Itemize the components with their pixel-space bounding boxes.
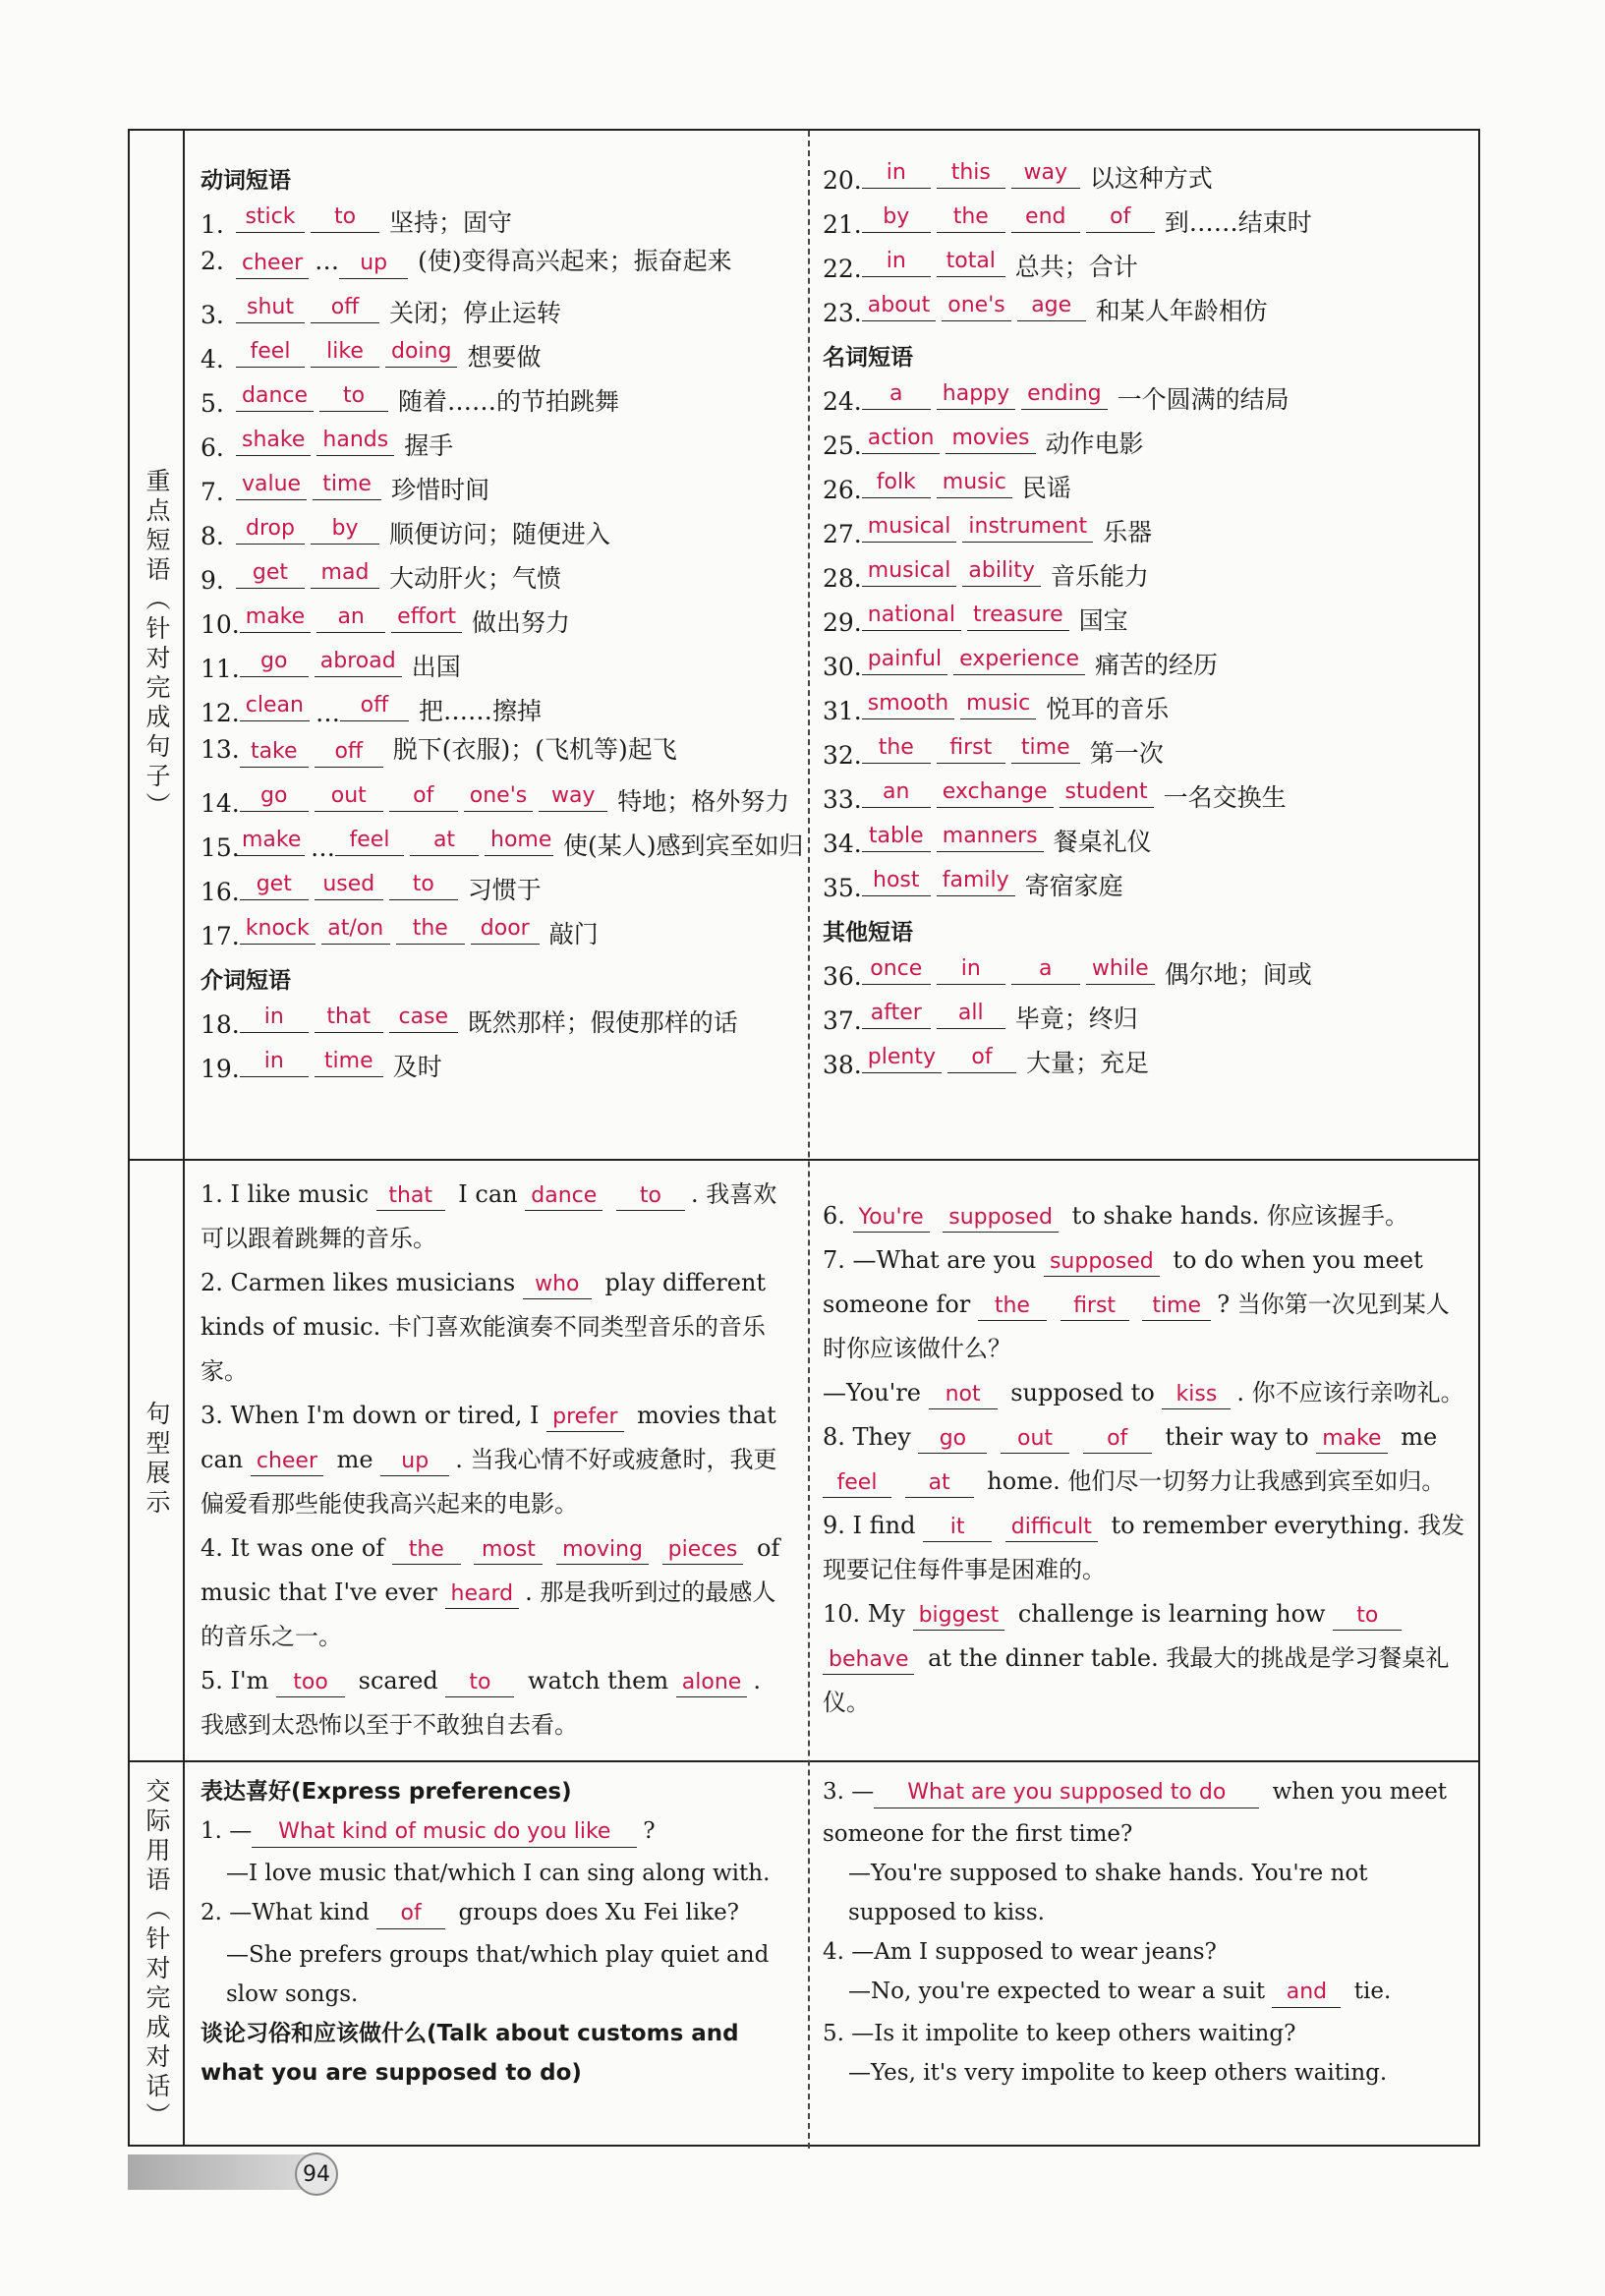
translation: 民谣: [1021, 474, 1071, 502]
answer-blank: dance: [525, 1182, 602, 1211]
answer-blank: table: [862, 822, 931, 852]
translation: 偶尔地；间或: [1164, 960, 1312, 989]
answer-blank: once: [862, 954, 931, 985]
answer-blank: time: [1011, 733, 1080, 764]
ellipsis: …: [315, 699, 340, 727]
answer-blank: clean: [240, 691, 310, 721]
dialog-3: 3. — What are you supposed to do when you meet someone for the first time?: [823, 1779, 1448, 1847]
translation: 握手: [404, 431, 454, 460]
item-number: 37.: [823, 1006, 862, 1035]
translation: 一个圆满的结局: [1117, 385, 1290, 414]
heading-express-preferences: 表达喜好(Express preferences): [201, 1779, 572, 1805]
translation: 乐器: [1103, 518, 1153, 546]
answer-blank: value: [236, 470, 307, 500]
section-label-sentences: [130, 1159, 183, 1760]
answer-blank: an: [862, 777, 931, 808]
translation: 动作电影: [1045, 430, 1144, 458]
phrase-item: [823, 725, 1471, 770]
item-number: 31.: [823, 697, 862, 725]
translation: 以这种方式: [1089, 164, 1213, 193]
answer-blank: in: [862, 158, 931, 189]
phrase-item: [823, 548, 1471, 593]
section-label-text: 句型展示: [143, 1401, 171, 1519]
item-number: 9.: [201, 566, 224, 595]
answer-blank: movies: [946, 424, 1035, 454]
answer-blank: the: [396, 914, 465, 945]
answer-blank: an: [316, 603, 385, 633]
answer-blank: experience: [953, 645, 1085, 675]
answer-blank: music: [937, 468, 1012, 498]
heading-verb-phrases: 动词短语: [201, 168, 291, 194]
dialog-line: —Yes, it's very impolite to keep others waiting.: [848, 2060, 1388, 2086]
item-number: 6.: [201, 433, 224, 462]
answer-blank: by: [862, 202, 931, 233]
translation: 和某人年龄相仿: [1095, 297, 1268, 325]
item-number: 35.: [823, 874, 862, 902]
translation: 出国: [411, 653, 461, 681]
answer-blank: used: [315, 870, 383, 900]
answer-blank: off: [315, 737, 383, 768]
answer-blank: kiss: [1162, 1381, 1231, 1409]
dialog-4: 4. —Am I supposed to wear jeans?: [823, 1939, 1217, 1965]
item-number: 26.: [823, 476, 862, 504]
translation: 随着……的节拍跳舞: [398, 387, 620, 416]
answer-blank: first: [937, 733, 1005, 764]
column-divider: [808, 131, 810, 2149]
phrase-item: [823, 283, 1471, 327]
answer-blank: exchange: [937, 777, 1054, 808]
answer-blank: family: [937, 866, 1015, 896]
phrase-item: [201, 285, 800, 329]
phrase-item: [201, 239, 800, 285]
phrase-item: [201, 418, 800, 462]
item-number: 22.: [823, 255, 862, 283]
translation: 第一次: [1089, 739, 1164, 768]
translation: 一名交换生: [1163, 783, 1287, 812]
answer-blank: that: [315, 1003, 383, 1033]
answer-blank: You're: [853, 1204, 930, 1233]
answer-blank: end: [1011, 202, 1080, 233]
answer-blank: feel: [823, 1469, 891, 1498]
answer-blank: off: [340, 691, 409, 721]
answer-blank: make: [240, 603, 311, 633]
answer-blank: go: [918, 1425, 987, 1454]
item-number: 2.: [201, 247, 224, 275]
answer-blank: hands: [316, 426, 394, 456]
sentences-left-column: [201, 1173, 790, 1748]
item-number: 14.: [201, 789, 240, 818]
answer-blank: all: [937, 999, 1005, 1029]
translation: 使(某人)感到宾至如归: [563, 832, 804, 860]
phrase-item: [823, 150, 1471, 195]
phrase-item: [201, 195, 800, 239]
sentence-1: 1. I like music that I can dance to . 我喜欢可以跟着跳舞的音乐。: [201, 1180, 777, 1252]
translation: 大量；充足: [1025, 1049, 1149, 1077]
answer-blank: after: [862, 999, 931, 1029]
answer-blank: make: [236, 826, 305, 856]
phrase-item: [201, 683, 800, 727]
item-number: 29.: [823, 608, 862, 637]
translation: 习惯于: [467, 876, 542, 904]
answer-blank: folk: [862, 468, 931, 498]
answer-blank: door: [471, 914, 540, 945]
translation: 寄宿家庭: [1024, 872, 1123, 900]
sentence-10: 10. My biggest challenge is learning how to behave at the dinner table. 我最大的挑战是学习餐桌礼仪。: [823, 1600, 1450, 1716]
answer-blank: time: [313, 470, 381, 500]
answer-blank: cheer: [251, 1448, 323, 1476]
phrase-item: [201, 550, 800, 595]
answer-blank: painful: [862, 645, 947, 675]
answer-blank: to: [445, 1669, 514, 1697]
translation: 及时: [392, 1053, 442, 1081]
answer-blank: smooth: [862, 689, 954, 719]
item-number: 12.: [201, 699, 240, 727]
answer-blank: shake: [236, 426, 311, 456]
translation: 毕竟；终归: [1014, 1004, 1138, 1033]
answer-blank: to: [311, 202, 379, 233]
phrase-item: [201, 595, 800, 639]
answer-blank: drop: [236, 514, 305, 545]
answer-blank: supposed: [943, 1204, 1059, 1233]
answer-blank: way: [539, 781, 607, 812]
translation: 做出努力: [472, 608, 571, 637]
phrase-item: [201, 329, 800, 373]
answer-blank: way: [1011, 158, 1080, 189]
heading-other-phrases: 其他短语: [823, 920, 913, 946]
answer-blank: this: [937, 158, 1005, 189]
answer-blank: alone: [676, 1669, 748, 1697]
answer-blank: the: [978, 1292, 1047, 1321]
phrase-item: [201, 995, 800, 1039]
answer-blank: happy: [937, 379, 1015, 410]
translation: 痛苦的经历: [1095, 651, 1219, 679]
phrase-item: [201, 818, 804, 862]
item-number: 20.: [823, 166, 862, 195]
sentence-7: 7. —What are you supposed to do when you meet someone for the first time ? 当你第一次见到某人时你应该做什么？ —You're not supposed to kiss . 你不应该行亲吻礼。: [823, 1238, 1466, 1415]
answer-blank: get: [240, 870, 309, 900]
answer-blank: plenty: [862, 1043, 942, 1073]
translation: 总共；合计: [1014, 253, 1138, 281]
answer-blank: take: [240, 737, 309, 768]
item-number: 10.: [201, 610, 240, 639]
phrase-item: [823, 947, 1471, 991]
item-number: 8.: [201, 522, 224, 550]
answer-blank: stick: [236, 202, 305, 233]
translation: 特地；格外努力: [617, 787, 790, 816]
phrase-item: [823, 770, 1471, 814]
item-number: 16.: [201, 878, 240, 906]
answer-blank: feel: [236, 337, 305, 368]
ellipsis: …: [311, 833, 335, 862]
answer-blank: to: [389, 870, 458, 900]
item-number: 34.: [823, 830, 862, 858]
answer-blank: at: [410, 826, 479, 856]
answer-blank: by: [311, 514, 379, 545]
item-number: 33.: [823, 785, 862, 814]
section-label-dialog: [130, 1760, 183, 2149]
answer-blank: supposed: [1044, 1248, 1160, 1277]
dialog-left-column: [201, 1772, 795, 2093]
answer-blank: a: [1011, 954, 1080, 985]
phrase-item: [823, 593, 1471, 637]
item-number: 21.: [823, 210, 862, 239]
item-number: 32.: [823, 741, 862, 770]
answer-blank: instrument: [962, 512, 1093, 543]
translation: 敲门: [548, 920, 599, 948]
section-label-phrases: [130, 131, 183, 1159]
item-number: 19.: [201, 1055, 240, 1083]
answer-blank: to: [616, 1182, 685, 1211]
answer-blank: go: [240, 781, 309, 812]
translation: 大动肝火；气愤: [389, 564, 562, 593]
translation: 坚持；固守: [389, 208, 513, 237]
answer-blank: at: [905, 1469, 974, 1498]
answer-blank: of: [376, 1899, 445, 1929]
phrase-item: [201, 506, 800, 550]
sentence-4: 4. It was one of the most moving pieces of music that I've ever heard . 那是我听到过的最感人的音乐之一。: [201, 1534, 780, 1650]
dialog-line: —No, you're expected to wear a suit and tie.: [823, 1972, 1466, 2014]
phrase-item: [201, 727, 800, 774]
answer-blank: What kind of music do you like: [252, 1817, 637, 1848]
item-number: 13.: [201, 735, 240, 764]
sentence-6: 6. You're supposed to shake hands. 你应该握手。: [823, 1194, 1466, 1238]
answer-blank: of: [1083, 1425, 1152, 1454]
phrase-item: [201, 862, 800, 906]
translation: 悦耳的音乐: [1046, 695, 1170, 723]
item-number: 36.: [823, 962, 862, 991]
answer-blank: up: [339, 249, 408, 279]
translation: 把……擦掉: [418, 697, 542, 725]
answer-blank: about: [862, 291, 936, 321]
phrases-right-column: [823, 150, 1471, 1079]
item-number: 4.: [201, 345, 224, 373]
answer-blank: in: [240, 1047, 309, 1077]
item-number: 5.: [201, 389, 224, 418]
translation: 关闭；停止运转: [389, 299, 562, 327]
answer-blank: time: [315, 1047, 383, 1077]
answer-blank: doing: [385, 337, 457, 368]
answer-blank: that: [376, 1182, 445, 1211]
sentence-9: 9. I find it difficult to remember everything. 我发现要记住每件事是困难的。: [823, 1512, 1465, 1583]
answer-blank: the: [862, 733, 931, 764]
translation: 餐桌礼仪: [1053, 828, 1152, 856]
dialog-2: 2. —What kind of groups does Xu Fei like?: [201, 1893, 795, 1935]
ellipsis: …: [315, 247, 340, 275]
answer-blank: age: [1017, 291, 1086, 321]
dialog-line: —You're supposed to shake hands. You're not supposed to kiss.: [848, 1861, 1368, 1925]
dialog-line: —I love music that/which I can sing along with.: [226, 1861, 771, 1886]
answer-blank: home: [485, 826, 553, 856]
sentence-8: 8. They go out of their way to make me feel at home. 他们尽一切努力让我感到宾至如归。: [823, 1415, 1466, 1504]
translation: 音乐能力: [1050, 562, 1149, 591]
phrase-item: [823, 681, 1471, 725]
phrases-left-column: [201, 150, 804, 1083]
sentences-right-column: [823, 1194, 1466, 1725]
answer-blank: in: [862, 247, 931, 277]
answer-blank: action: [862, 424, 941, 454]
translation: 珍惜时间: [391, 476, 490, 504]
translation: 既然那样；假使那样的话: [467, 1008, 738, 1037]
answer-blank: treasure: [967, 601, 1069, 631]
item-number: 3.: [201, 301, 224, 329]
dialog-5: 5. —Is it impolite to keep others waiting?: [823, 2021, 1296, 2046]
phrase-item: [823, 504, 1471, 548]
answer-blank: student: [1060, 777, 1154, 808]
answer-blank: difficult: [1005, 1514, 1098, 1542]
answer-blank: not: [929, 1381, 998, 1409]
answer-blank: knock: [240, 914, 315, 945]
answer-blank: effort: [391, 603, 462, 633]
sentence-5: 5. I'm too scared to watch them alone . 我感到太恐怖以至于不敢独自去看。: [201, 1667, 761, 1739]
answer-blank: What are you supposed to do: [874, 1778, 1259, 1808]
translation: (使)变得高兴起来；振奋起来: [418, 247, 732, 275]
section-label-text: 重点短语（针对完成句子）: [143, 468, 171, 822]
answer-blank: the: [392, 1536, 461, 1565]
answer-blank: time: [1142, 1292, 1211, 1321]
answer-blank: national: [862, 601, 961, 631]
page-number: 94: [295, 2152, 338, 2196]
answer-blank: manners: [937, 822, 1044, 852]
answer-blank: go: [240, 647, 309, 677]
phrase-item: [201, 639, 800, 683]
item-number: 11.: [201, 655, 240, 683]
answer-blank: of: [1086, 202, 1155, 233]
answer-blank: the: [937, 202, 1005, 233]
phrase-item: [823, 372, 1471, 416]
answer-blank: total: [937, 247, 1005, 277]
item-number: 24.: [823, 387, 862, 416]
answer-blank: musical: [862, 512, 957, 543]
phrase-item: [823, 858, 1471, 902]
divider: [130, 1760, 1478, 1762]
answer-blank: feel: [335, 826, 404, 856]
answer-blank: in: [937, 954, 1005, 985]
phrase-item: [823, 460, 1471, 504]
heading-noun-phrases: 名词短语: [823, 345, 913, 371]
item-number: 38.: [823, 1051, 862, 1079]
item-number: 15.: [201, 833, 240, 862]
divider: [130, 1159, 1478, 1161]
item-number: 23.: [823, 299, 862, 327]
phrase-item: [823, 814, 1471, 858]
answer-blank: one's: [942, 291, 1010, 321]
phrase-item: [823, 637, 1471, 681]
answer-blank: one's: [464, 781, 533, 812]
phrase-item: [823, 195, 1471, 239]
phrase-item: [201, 462, 800, 506]
heading-talk-about-customs: 谈论习俗和应该做什么(Talk about customs and what you are supposed to do): [201, 2021, 739, 2086]
worksheet-table: [128, 129, 1480, 2147]
answer-blank: too: [276, 1669, 345, 1697]
answer-blank: most: [474, 1536, 543, 1565]
answer-blank: at/on: [321, 914, 390, 945]
sentence-3: 3. When I'm down or tired, I prefer movies that can cheer me up . 当我心情不好或疲惫时，我更偏爱看那些能使我高兴起来的电影。: [201, 1402, 777, 1518]
answer-blank: a: [862, 379, 931, 410]
phrase-item: [823, 991, 1471, 1035]
answer-blank: like: [311, 337, 379, 368]
item-number: 18.: [201, 1010, 240, 1039]
translation: 顺便访问；随便进入: [389, 520, 611, 548]
dialog-1: 1. — What kind of music do you like ?: [201, 1811, 795, 1854]
answer-blank: get: [236, 558, 305, 589]
item-number: 28.: [823, 564, 862, 593]
translation: 脱下(衣服)；(飞机等)起飞: [392, 735, 677, 764]
item-number: 1.: [201, 210, 224, 239]
answer-blank: heard: [445, 1580, 520, 1609]
answer-blank: music: [960, 689, 1036, 719]
answer-blank: host: [862, 866, 931, 896]
answer-blank: mad: [311, 558, 379, 589]
answer-blank: up: [380, 1448, 449, 1476]
answer-blank: case: [389, 1003, 458, 1033]
answer-blank: of: [947, 1043, 1016, 1073]
answer-blank: off: [311, 293, 379, 323]
dialog-right-column: [823, 1772, 1466, 2093]
answer-blank: of: [389, 781, 458, 812]
answer-blank: to: [319, 381, 388, 412]
answer-blank: moving: [556, 1536, 649, 1565]
answer-blank: prefer: [546, 1404, 623, 1432]
answer-blank: who: [523, 1271, 592, 1299]
answer-blank: ability: [962, 556, 1040, 587]
answer-blank: behave: [823, 1646, 914, 1675]
phrase-item: [201, 774, 800, 818]
answer-blank: it: [923, 1514, 992, 1542]
item-number: 27.: [823, 520, 862, 548]
heading-prep-phrases: 介词短语: [201, 968, 291, 994]
answer-blank: biggest: [913, 1602, 1005, 1631]
phrase-item: [201, 373, 800, 418]
answer-blank: first: [1060, 1292, 1129, 1321]
phrase-item: [201, 906, 800, 950]
dialog-line: —She prefers groups that/which play quiet and slow songs.: [226, 1942, 770, 2007]
answer-blank: ending: [1021, 379, 1107, 410]
answer-blank: out: [315, 781, 383, 812]
phrase-item: [823, 416, 1471, 460]
translation: 到……结束时: [1164, 208, 1312, 237]
answer-blank: dance: [236, 381, 314, 412]
answer-blank: cheer: [236, 249, 309, 279]
answer-blank: in: [240, 1003, 309, 1033]
item-number: 7.: [201, 478, 224, 506]
answer-blank: abroad: [315, 647, 402, 677]
answer-blank: out: [1001, 1425, 1069, 1454]
answer-blank: to: [1333, 1602, 1402, 1631]
answer-blank: make: [1316, 1425, 1387, 1454]
phrase-item: [201, 1039, 800, 1083]
answer-blank: pieces: [662, 1536, 744, 1565]
sentence-2: 2. Carmen likes musicians who play different kinds of music. 卡门喜欢能演奏不同类型音乐的音乐家。: [201, 1269, 767, 1385]
answer-blank: musical: [862, 556, 957, 587]
answer-blank: and: [1272, 1978, 1341, 2008]
item-number: 30.: [823, 653, 862, 681]
divider: [183, 131, 185, 2145]
answer-blank: shut: [236, 293, 305, 323]
answer-blank: while: [1086, 954, 1155, 985]
phrase-item: [823, 239, 1471, 283]
item-number: 17.: [201, 922, 240, 950]
phrase-item: [823, 1035, 1471, 1079]
translation: 想要做: [467, 343, 542, 372]
section-label-text: 交际用语（针对完成对话）: [143, 1777, 171, 2132]
item-number: 25.: [823, 431, 862, 460]
translation: 国宝: [1078, 606, 1128, 635]
